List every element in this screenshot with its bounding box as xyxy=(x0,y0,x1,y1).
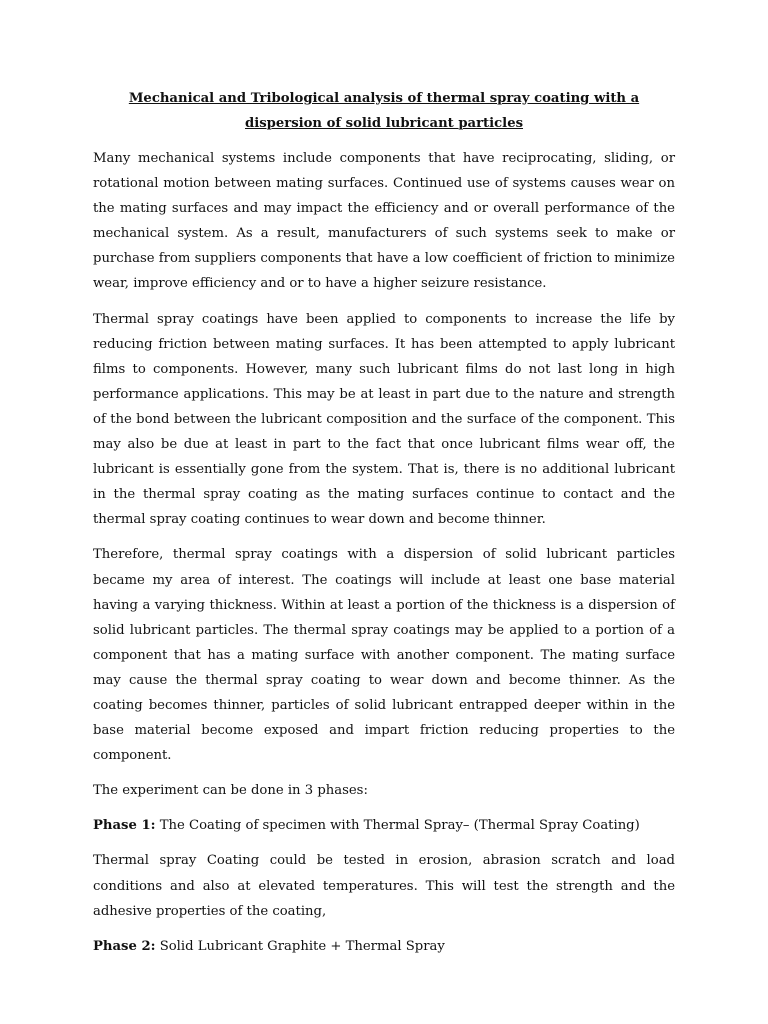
phase-1-description: Thermal spray Coating could be tested in erosion, abrasion scratch and load conditions and also at elevated temperatures. This will test the strength and the adhesive properties of the coating, xyxy=(93,853,675,919)
phase-2-label: Phase 2: xyxy=(93,938,156,954)
phase-2-text: Solid Lubricant Graphite + Thermal Spray xyxy=(155,938,445,954)
document-title: Mechanical and Tribological analysis of thermal spray coating with a dispersion of solid lubricant particles xyxy=(128,91,640,131)
paragraph-phases-intro: The experiment can be done in 3 phases: xyxy=(93,783,368,799)
paragraph-intro: Many mechanical systems include components that have reciprocating, sliding, or rotational motion between mating surfaces. Continued use of systems causes wear on the mating surfaces and may impact the efficiency and or overall performance of the mechanical system. As a result, manufacturers of such systems seek to make or purchase from suppliers components that have a low coefficient of friction to minimize wear, improve efficiency and or to have a higher seizure resistance. xyxy=(93,151,675,292)
phase-2-line xyxy=(93,934,675,959)
paragraph-solid-lubricant: Therefore, thermal spray coatings with a dispersion of solid lubricant particles became my area of interest. The coatings will include at least one base material having a varying thickness. Within at least a portion of the thickness is a dispersion of solid lubricant particles. The thermal spray coatings may be applied to a portion of a component that has a mating surface with another component. The mating surface may cause the thermal spray coating to wear down and become thinner. As the coating becomes thinner, particles of solid lubricant entrapped deeper within in the base material become exposed and impart friction reducing properties to the component. xyxy=(93,547,675,764)
phase-1-label: Phase 1: xyxy=(93,818,156,834)
phase-1-line xyxy=(93,813,675,838)
paragraph-thermal-spray: Thermal spray coatings have been applied to components to increase the life by reducing friction between mating surfaces. It has been attempted to apply lubricant films to components. However, many such lubricant films do not last long in high performance applications. This may be at least in part due to the nature and strength of the bond between the lubricant composition and the surface of the component. This may also be due at least in part to the fact that once lubricant films wear off, the lubricant is essentially gone from the system. That is, there is no additional lubricant in the thermal spray coating as the mating surfaces continue to contact and the thermal spray coating continues to wear down and become thinner. xyxy=(93,311,675,528)
phase-1-text: The Coating of specimen with Thermal Spray– (Thermal Spray Coating) xyxy=(155,818,640,834)
